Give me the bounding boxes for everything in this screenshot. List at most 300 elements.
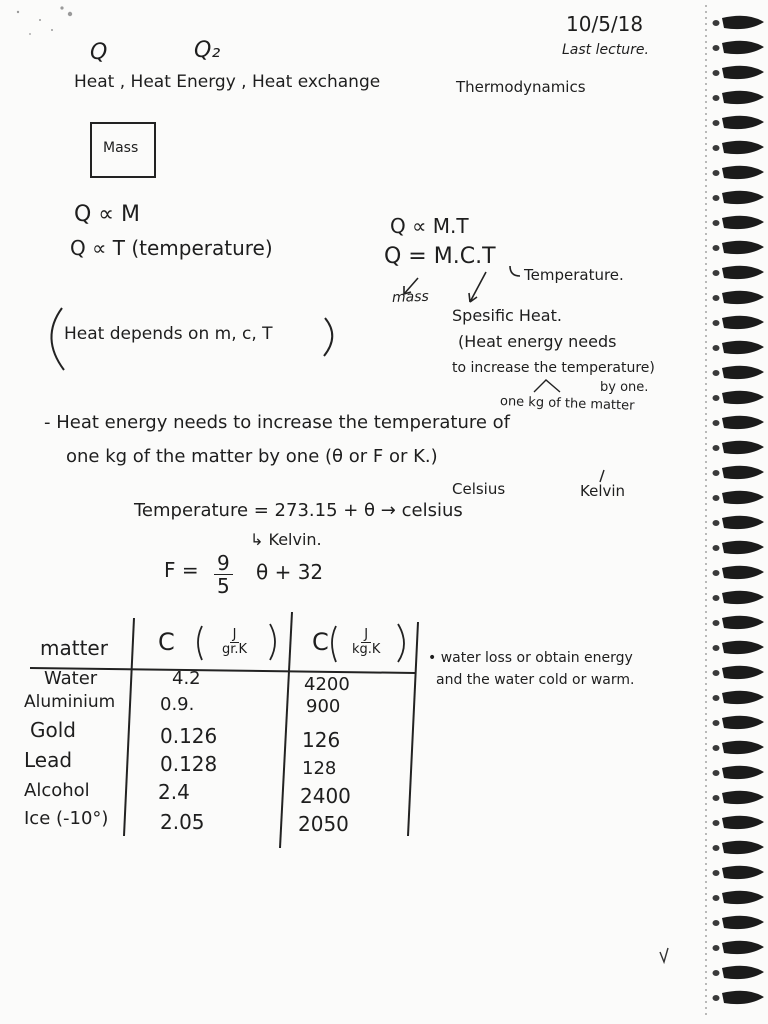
spiral-hole <box>713 45 720 51</box>
spiral-hole <box>713 195 720 201</box>
perforation-dot <box>705 689 707 691</box>
perforation-dot <box>705 611 707 613</box>
perforation-dot <box>705 827 707 829</box>
spiral-binding <box>705 5 764 1015</box>
spiral-coil <box>722 316 764 329</box>
perforation-dot <box>705 311 707 313</box>
row-c2: 900 <box>306 696 341 717</box>
perforation-dot <box>705 317 707 319</box>
spiral-hole <box>713 245 720 251</box>
perforation-dot <box>705 761 707 763</box>
c1-unit-paren-left <box>198 626 202 660</box>
perforation-dot <box>705 851 707 853</box>
temperature-arrow <box>510 266 520 276</box>
perforation-dot <box>705 917 707 919</box>
perforation-dot <box>705 521 707 523</box>
spiral-coil <box>722 991 764 1004</box>
perforation-dot <box>705 947 707 949</box>
fahrenheit-prefix: F = <box>164 558 199 582</box>
perforation-dot <box>705 5 707 7</box>
spiral-hole <box>713 895 720 901</box>
c1-unit-num: J <box>230 628 240 643</box>
perforation-dot <box>705 371 707 373</box>
perforation-dot <box>705 185 707 187</box>
spiral-coil <box>722 741 764 754</box>
perforation-dot <box>705 59 707 61</box>
perforation-dot <box>705 803 707 805</box>
thermodynamics-label: Thermodynamics <box>456 78 586 96</box>
perforation-dot <box>705 527 707 529</box>
perforation-dot <box>705 131 707 133</box>
row-c1: 0.128 <box>160 752 218 776</box>
spiral-coil <box>722 116 764 129</box>
perforation-dot <box>705 713 707 715</box>
spiral-coil <box>722 841 764 854</box>
lecture-date: 10/5/18 <box>566 12 644 36</box>
spiral-hole <box>713 120 720 126</box>
spiral-coil <box>722 216 764 229</box>
perforation-dot <box>705 11 707 13</box>
perforation-dot <box>705 485 707 487</box>
perforation-dot <box>705 779 707 781</box>
perforation-dot <box>705 143 707 145</box>
perforation-dot <box>705 251 707 253</box>
perforation-dot <box>705 1001 707 1003</box>
spiral-coil <box>722 141 764 154</box>
perforation-dot <box>705 1013 707 1015</box>
spiral-hole <box>713 795 720 801</box>
perforation-dot <box>705 335 707 337</box>
perforation-dot <box>705 65 707 67</box>
table-col1-rule <box>124 618 134 836</box>
definition-line1: - Heat energy needs to increase the temperature of <box>44 412 511 433</box>
spiral-hole <box>713 845 720 851</box>
perforation-dot <box>705 665 707 667</box>
formula-q-mct: Q = M.C.T <box>384 244 496 269</box>
fraction-denominator: 5 <box>217 574 230 598</box>
perforation-dot <box>705 725 707 727</box>
spiral-hole <box>713 945 720 951</box>
symbol-q2: Q₂ <box>194 38 221 63</box>
perforation-dot <box>705 77 707 79</box>
table-col3-rule <box>408 622 418 836</box>
spiral-hole <box>713 345 720 351</box>
celsius-label: Celsius <box>452 480 506 498</box>
spiral-coil <box>722 941 764 954</box>
perforation-dot <box>705 737 707 739</box>
spiral-hole <box>713 920 720 926</box>
perforation-dot <box>705 23 707 25</box>
spiral-hole <box>713 220 720 226</box>
scan-specks <box>17 6 72 34</box>
perforation-dot <box>705 329 707 331</box>
perforation-dot <box>705 791 707 793</box>
heat-depends-note: Heat depends on m, c, T <box>64 324 273 344</box>
perforation-dot <box>705 215 707 217</box>
perforation-dot <box>705 161 707 163</box>
perforation-dot <box>705 29 707 31</box>
spiral-hole <box>713 295 720 301</box>
one-kg-label: one kg of the matter <box>499 394 635 414</box>
perforation-dot <box>705 395 707 397</box>
perforation-dot <box>705 971 707 973</box>
spiral-coil <box>722 191 764 204</box>
perforation-dot <box>705 773 707 775</box>
c2-unit-num: J <box>361 628 371 643</box>
perforation-dot <box>705 539 707 541</box>
water-note-line1: • water loss or obtain energy <box>428 650 633 666</box>
spiral-coil <box>722 66 764 79</box>
spiral-hole <box>713 620 720 626</box>
spiral-hole <box>713 70 720 76</box>
perforation-dot <box>705 629 707 631</box>
spiral-coil <box>722 166 764 179</box>
perforation-dot <box>705 353 707 355</box>
perforation-dot <box>705 671 707 673</box>
spiral-hole <box>713 170 720 176</box>
perforation-dot <box>705 857 707 859</box>
row-c1: 0.9. <box>160 694 195 715</box>
perforation-dot <box>705 89 707 91</box>
spiral-hole <box>713 95 720 101</box>
spiral-coil <box>722 566 764 579</box>
spiral-coil <box>722 416 764 429</box>
spiral-hole <box>713 270 720 276</box>
table-header-c1: C <box>158 628 175 656</box>
spiral-hole <box>713 445 720 451</box>
perforation-dot <box>705 173 707 175</box>
heat-energy-line2: to increase the temperature) <box>452 360 655 376</box>
perforation-dot <box>705 221 707 223</box>
perforation-dot <box>705 719 707 721</box>
perforation-dot <box>705 923 707 925</box>
c2-unit-den: kg.K <box>352 642 381 658</box>
perforation-dot <box>705 167 707 169</box>
spiral-hole <box>713 870 720 876</box>
proportion-q-t: Q ∝ T (temperature) <box>70 236 273 260</box>
perforation-dot <box>705 455 707 457</box>
perforation-dot <box>705 137 707 139</box>
spiral-coil <box>722 391 764 404</box>
perforation-dot <box>705 821 707 823</box>
perforation-dot <box>705 83 707 85</box>
perforation-dot <box>705 347 707 349</box>
spiral-coil <box>722 341 764 354</box>
perforation-dot <box>705 155 707 157</box>
perforation-dot <box>705 53 707 55</box>
spiral-hole <box>713 595 720 601</box>
spiral-hole <box>713 645 720 651</box>
perforation-dot <box>705 569 707 571</box>
perforation-dot <box>705 929 707 931</box>
kelvin-note: ↳ Kelvin. <box>250 530 322 549</box>
perforation-dot <box>705 953 707 955</box>
table-header-matter: matter <box>40 636 108 660</box>
by-one-label: by one. <box>600 380 649 395</box>
spiral-coil <box>722 666 764 679</box>
perforation-dot <box>705 509 707 511</box>
perforation-dot <box>705 491 707 493</box>
spiral-hole <box>713 495 720 501</box>
perforation-dot <box>705 257 707 259</box>
spiral-hole <box>713 370 720 376</box>
spiral-hole <box>713 670 720 676</box>
perforation-dot <box>705 677 707 679</box>
perforation-dot <box>705 545 707 547</box>
perforation-dot <box>705 287 707 289</box>
perforation-dot <box>705 701 707 703</box>
perforation-dot <box>705 683 707 685</box>
fahrenheit-fraction <box>214 552 233 597</box>
perforation-dot <box>705 443 707 445</box>
spiral-coil <box>722 441 764 454</box>
perforation-dot <box>705 587 707 589</box>
perforation-dot <box>705 605 707 607</box>
topics-line: Heat , Heat Energy , Heat exchange <box>74 72 381 92</box>
perforation-dot <box>705 935 707 937</box>
row-matter: Lead <box>24 748 73 772</box>
perforation-dot <box>705 431 707 433</box>
perforation-dot <box>705 905 707 907</box>
perforation-dot <box>705 227 707 229</box>
spiral-hole <box>713 420 720 426</box>
perforation-dot <box>705 845 707 847</box>
row-matter: Alcohol <box>24 780 90 801</box>
spiral-coil <box>722 966 764 979</box>
c2-unit-paren-left <box>332 626 336 662</box>
spiral-hole <box>713 20 720 26</box>
row-c2: 2400 <box>300 784 351 808</box>
c2-unit-paren-right <box>398 624 404 662</box>
perforation-dot <box>705 533 707 535</box>
definition-line2: one kg of the matter by one (θ or F or K.) <box>66 446 438 467</box>
perforation-dot <box>705 461 707 463</box>
perforation-dot <box>705 323 707 325</box>
spiral-coil <box>722 916 764 929</box>
spiral-hole <box>713 770 720 776</box>
perforation-dot <box>705 881 707 883</box>
spiral-coil <box>722 866 764 879</box>
perforation-dot <box>705 419 707 421</box>
perforation-dot <box>705 377 707 379</box>
kelvin-arrow <box>600 470 604 482</box>
kelvin-label: Kelvin <box>580 482 626 500</box>
insert-caret <box>534 380 560 392</box>
perforation-dot <box>705 203 707 205</box>
perforation-dot <box>705 707 707 709</box>
perforation-dot <box>705 581 707 583</box>
perforation-dot <box>705 389 707 391</box>
perforation-dot <box>705 755 707 757</box>
perforation-dot <box>705 365 707 367</box>
spiral-coil <box>722 816 764 829</box>
spiral-coil <box>722 541 764 554</box>
perforation-dot <box>705 437 707 439</box>
perforation-dot <box>705 449 707 451</box>
perforation-dot <box>705 983 707 985</box>
perforation-dot <box>705 617 707 619</box>
perforation-dot <box>705 497 707 499</box>
temperature-formula: Temperature = 273.15 + θ → celsius <box>134 500 463 521</box>
perforation-dot <box>705 341 707 343</box>
row-c1: 2.05 <box>160 810 205 834</box>
perforation-dot <box>705 797 707 799</box>
perforation-dot <box>705 575 707 577</box>
table-col2-rule <box>280 612 292 848</box>
perforation-dot <box>705 209 707 211</box>
perforation-dot <box>705 743 707 745</box>
perforation-dot <box>705 95 707 97</box>
perforation-dot <box>705 179 707 181</box>
perforation-dot <box>705 875 707 877</box>
spiral-coil <box>722 641 764 654</box>
perforation-dot <box>705 269 707 271</box>
perforation-dot <box>705 995 707 997</box>
perforation-dot <box>705 863 707 865</box>
perforation-dot <box>705 623 707 625</box>
spiral-hole <box>713 745 720 751</box>
perforation-dot <box>705 965 707 967</box>
spiral-coil <box>722 266 764 279</box>
perforation-dot <box>705 887 707 889</box>
spiral-hole <box>713 320 720 326</box>
perforation-dot <box>705 659 707 661</box>
perforation-dot <box>705 101 707 103</box>
perforation-dot <box>705 989 707 991</box>
row-c2: 126 <box>302 728 341 752</box>
perforation-dot <box>705 245 707 247</box>
perforation-dot <box>705 869 707 871</box>
perforation-dot <box>705 263 707 265</box>
perforation-dot <box>705 785 707 787</box>
row-matter: Gold <box>30 718 76 742</box>
spiral-coil <box>722 41 764 54</box>
perforation-dot <box>705 125 707 127</box>
perforation-dot <box>705 593 707 595</box>
spiral-hole <box>713 570 720 576</box>
perforation-dot <box>705 1007 707 1009</box>
c1-unit-paren-right <box>270 624 275 660</box>
spiral-coil <box>722 91 764 104</box>
perforation-dot <box>705 281 707 283</box>
spiral-coil <box>722 366 764 379</box>
spiral-coil <box>722 791 764 804</box>
perforation-dot <box>705 809 707 811</box>
perforation-dot <box>705 635 707 637</box>
spiral-coil <box>722 466 764 479</box>
row-c1: 0.126 <box>160 724 218 748</box>
spiral-coil <box>722 16 764 29</box>
right-paren-curve <box>324 318 332 356</box>
perforation-dot <box>705 425 707 427</box>
perforation-dot <box>705 833 707 835</box>
page-mark <box>660 948 668 962</box>
table-header-c2: C <box>312 628 329 656</box>
perforation-dot <box>705 899 707 901</box>
spiral-hole <box>713 395 720 401</box>
perforation-dot <box>705 71 707 73</box>
spiral-hole <box>713 520 720 526</box>
perforation-dot <box>705 197 707 199</box>
specific-heat-arrow <box>470 272 486 302</box>
mass-box-label: Mass <box>103 140 139 156</box>
perforation-dot <box>705 599 707 601</box>
specific-heat-label: Spesific Heat. <box>452 306 562 325</box>
perforation-dot <box>705 839 707 841</box>
spiral-hole <box>713 545 720 551</box>
perforation-dot <box>705 17 707 19</box>
perforation-dot <box>705 467 707 469</box>
spiral-hole <box>713 145 720 151</box>
perforation-dot <box>705 941 707 943</box>
temperature-label: Temperature. <box>524 266 624 284</box>
spiral-coil <box>722 591 764 604</box>
row-matter: Ice (-10°) <box>24 808 109 829</box>
spiral-coil <box>722 516 764 529</box>
mass-label: mass <box>391 288 430 306</box>
row-c2: 128 <box>302 758 337 779</box>
perforation-dot <box>705 653 707 655</box>
c2-unit-fraction <box>352 628 380 658</box>
perforation-dot <box>705 503 707 505</box>
c1-unit-fraction <box>222 628 247 658</box>
perforation-dot <box>705 305 707 307</box>
perforation-dot <box>705 149 707 151</box>
perforation-dot <box>705 695 707 697</box>
perforation-dot <box>705 239 707 241</box>
left-paren-curve <box>51 308 64 370</box>
perforation-dot <box>705 563 707 565</box>
row-c2: 2050 <box>298 812 349 836</box>
perforation-dot <box>705 47 707 49</box>
perforation-dot <box>705 767 707 769</box>
perforation-dot <box>705 731 707 733</box>
spiral-hole <box>713 720 720 726</box>
proportion-q-mt: Q ∝ M.T <box>390 214 469 238</box>
spiral-hole <box>713 995 720 1001</box>
symbol-q1: Q <box>90 40 108 65</box>
perforation-dot <box>705 407 707 409</box>
spiral-hole <box>713 695 720 701</box>
perforation-dot <box>705 749 707 751</box>
perforation-dot <box>705 35 707 37</box>
spiral-hole <box>713 970 720 976</box>
perforation-dot <box>705 557 707 559</box>
lecture-subtitle: Last lecture. <box>562 42 649 58</box>
spiral-coil <box>722 691 764 704</box>
perforation-dot <box>705 413 707 415</box>
perforation-dot <box>705 977 707 979</box>
perforation-dot <box>705 119 707 121</box>
row-matter: Aluminium <box>24 692 116 712</box>
perforation-dot <box>705 359 707 361</box>
row-c2: 4200 <box>304 674 350 695</box>
perforation-dot <box>705 551 707 553</box>
row-matter: Water <box>44 668 98 689</box>
row-c1: 4.2 <box>172 668 201 689</box>
fraction-numerator: 9 <box>214 552 233 575</box>
perforation-dot <box>705 479 707 481</box>
heat-energy-line1: (Heat energy needs <box>458 332 617 351</box>
perforation-dot <box>705 113 707 115</box>
perforation-dot <box>705 911 707 913</box>
row-c1: 2.4 <box>158 780 190 804</box>
spiral-hole <box>713 470 720 476</box>
perforation-dot <box>705 233 707 235</box>
spiral-coil <box>722 491 764 504</box>
perforation-dot <box>705 41 707 43</box>
perforation-dot <box>705 641 707 643</box>
